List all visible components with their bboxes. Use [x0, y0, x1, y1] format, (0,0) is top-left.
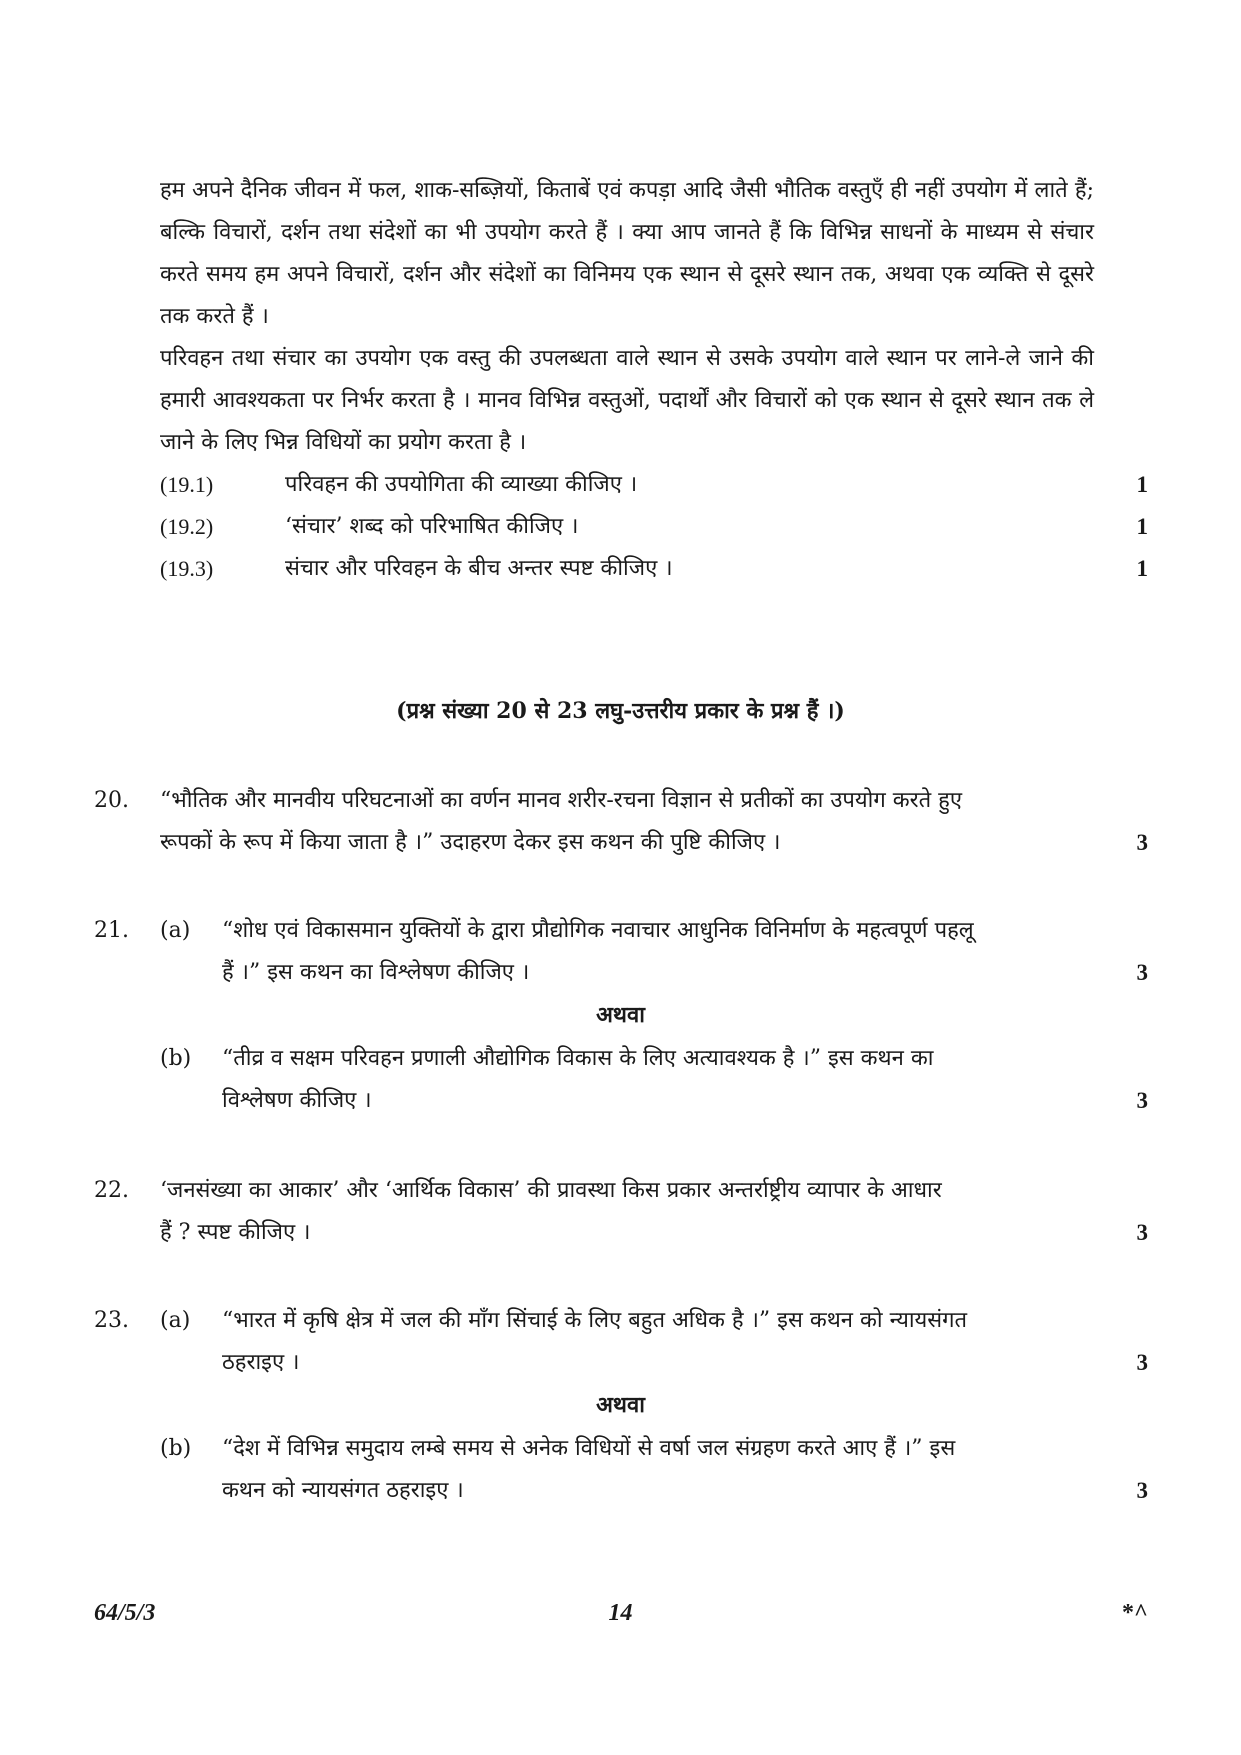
q20-marks: 3	[1136, 830, 1148, 855]
passage-paragraph-1: हम अपने दैनिक जीवन में फल, शाक-सब्ज़ियों, किताबें एवं कपड़ा आदि जैसी भौतिक वस्तुएँ ही नहीं उपयोग में लाते हैं; बल्कि विचारों, दर्शन तथा संदेशों का भी उपयोग करते हैं । क्या आप जानते हैं कि विभिन्न साधनों के माध्यम से संचार करते समय हम अपने विचारों, दर्शन और संदेशों का विनिमय एक स्थान से दूसरे स्थान तक, अथवा एक व्यक्ति से दूसरे तक करते हैं ।	[160, 178, 1094, 329]
q20-line-1: “भौतिक और मानवीय परिघटनाओं का वर्णन मानव शरीर-रचना विज्ञान से प्रतीकों का उपयोग करते हुए	[160, 788, 963, 813]
q21-b-marks: 3	[1136, 1088, 1148, 1113]
q19-sub-1-marks: 1	[1136, 472, 1148, 497]
q19-sub-2-text: ‘संचार’ शब्द को परिभाषित कीजिए ।	[285, 514, 579, 539]
q21-a-marks: 3	[1136, 960, 1148, 985]
q23-b-label: (b)	[160, 1436, 192, 1461]
q21-a-label: (a)	[160, 918, 191, 943]
q19-sub-2-marks: 1	[1136, 514, 1148, 539]
q23-or: अथवा	[596, 1392, 645, 1418]
q19-sub-1-text: परिवहन की उपयोगिता की व्याख्या कीजिए ।	[285, 472, 638, 497]
q21-a-line-1: “शोध एवं विकासमान युक्तियों के द्वारा प्रौद्योगिक नवाचार आधुनिक विनिर्माण के महत्वपूर्ण पहलू	[222, 918, 974, 943]
footer-symbol: *^	[1122, 1600, 1148, 1626]
q23-a-marks: 3	[1136, 1350, 1148, 1375]
q20-number: 20.	[94, 788, 129, 813]
q19-sub-3-label: (19.3)	[160, 556, 214, 581]
paper-code: 64/5/3	[94, 1600, 156, 1626]
passage-paragraph-2: परिवहन तथा संचार का उपयोग एक वस्तु की उपलब्धता वाले स्थान से उसके उपयोग वाले स्थान पर लाने-ले जाने की हमारी आवश्यकता पर निर्भर करता है । मानव विभिन्न वस्तुओं, पदार्थों और विचारों को एक स्थान से दूसरे स्थान तक ले जाने के लिए भिन्न विधियों का प्रयोग करता है ।	[160, 346, 1094, 455]
q22-line-2: हैं ? स्पष्ट कीजिए ।	[160, 1220, 311, 1245]
page-number: 14	[608, 1600, 633, 1626]
q20-line-2: रूपकों के रूप में किया जाता है ।” उदाहरण देकर इस कथन की पुष्टि कीजिए ।	[160, 830, 781, 855]
q21-a-line-2: हैं ।” इस कथन का विश्लेषण कीजिए ।	[222, 960, 530, 985]
q19-sub-3-marks: 1	[1136, 556, 1148, 581]
q22-line-1: ‘जनसंख्या का आकार’ और ‘आर्थिक विकास’ की प्रावस्था किस प्रकार अन्तर्राष्ट्रीय व्यापार के आधार	[160, 1178, 942, 1203]
q23-a-label: (a)	[160, 1308, 191, 1333]
q21-number: 21.	[94, 918, 129, 943]
q19-sub-2-label: (19.2)	[160, 514, 214, 539]
q22-number: 22.	[94, 1178, 129, 1203]
q23-b-marks: 3	[1136, 1478, 1148, 1503]
q21-b-line-2: विश्लेषण कीजिए ।	[222, 1088, 372, 1113]
q23-number: 23.	[94, 1308, 129, 1333]
q21-or: अथवा	[596, 1002, 645, 1028]
q21-b-label: (b)	[160, 1046, 192, 1071]
q23-b-line-2: कथन को न्यायसंगत ठहराइए ।	[222, 1478, 464, 1503]
section-heading: (प्रश्न संख्या 20 से 23 लघु-उत्तरीय प्रकार के प्रश्न हैं ।)	[396, 698, 845, 724]
q19-sub-1-label: (19.1)	[160, 472, 214, 497]
q21-b-line-1: “तीव्र व सक्षम परिवहन प्रणाली औद्योगिक विकास के लिए अत्यावश्यक है ।” इस कथन का	[222, 1046, 934, 1071]
q23-a-line-2: ठहराइए ।	[222, 1350, 300, 1375]
q19-sub-3-text: संचार और परिवहन के बीच अन्तर स्पष्ट कीजिए ।	[285, 556, 673, 581]
q22-marks: 3	[1136, 1220, 1148, 1245]
q23-a-line-1: “भारत में कृषि क्षेत्र में जल की माँग सिंचाई के लिए बहुत अधिक है ।” इस कथन को न्यायसंगत	[222, 1308, 968, 1333]
q23-b-line-1: “देश में विभिन्न समुदाय लम्बे समय से अनेक विधियों से वर्षा जल संग्रहण करते आए हैं ।” इस	[222, 1436, 956, 1461]
